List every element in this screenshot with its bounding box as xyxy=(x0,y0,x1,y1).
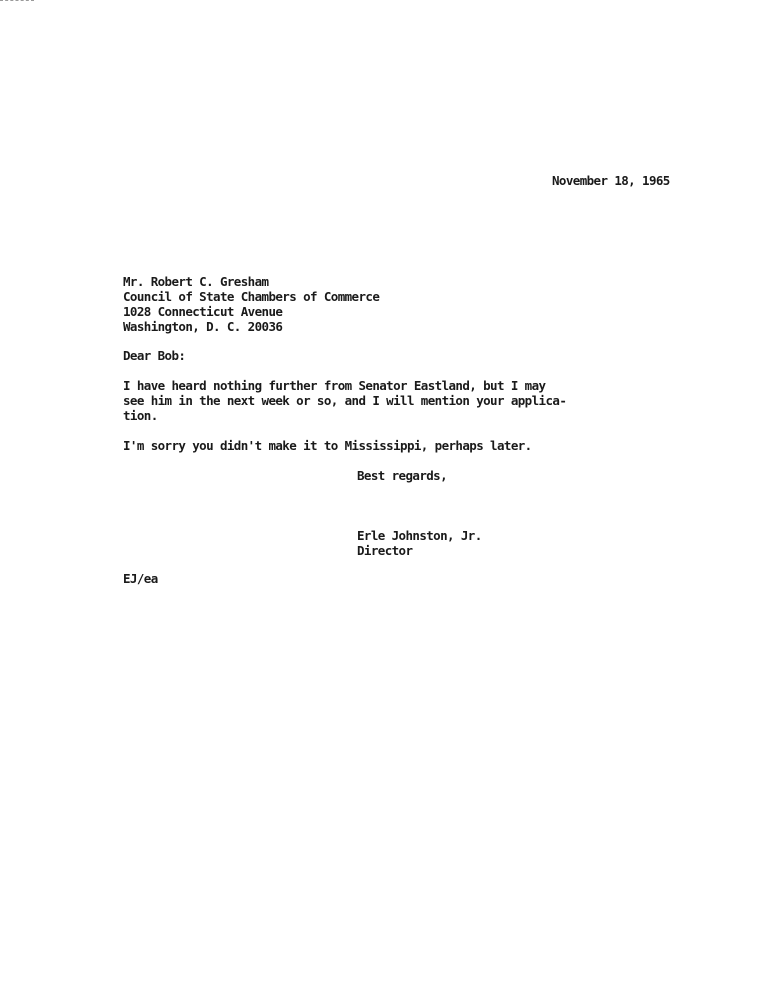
recipient-city: Washington, D. C. 20036 xyxy=(123,319,283,334)
signer-name: Erle Johnston, Jr. xyxy=(357,528,482,543)
recipient-street: 1028 Connecticut Avenue xyxy=(123,304,283,319)
page-edge-mark xyxy=(0,0,34,3)
recipient-name: Mr. Robert C. Gresham xyxy=(123,274,269,289)
reference-initials: EJ/ea xyxy=(123,571,158,586)
letter-date: November 18, 1965 xyxy=(552,173,670,188)
body-line: I have heard nothing further from Senator Eastland, but I may xyxy=(123,378,546,393)
salutation: Dear Bob: xyxy=(123,348,186,363)
body-paragraph-2: I'm sorry you didn't make it to Mississippi, perhaps later. xyxy=(123,438,532,453)
body-line: tion. xyxy=(123,408,158,423)
recipient-organization: Council of State Chambers of Commerce xyxy=(123,289,380,304)
signer-title: Director xyxy=(357,543,413,558)
closing: Best regards, xyxy=(357,468,448,483)
body-line: see him in the next week or so, and I will mention your applica- xyxy=(123,393,567,408)
